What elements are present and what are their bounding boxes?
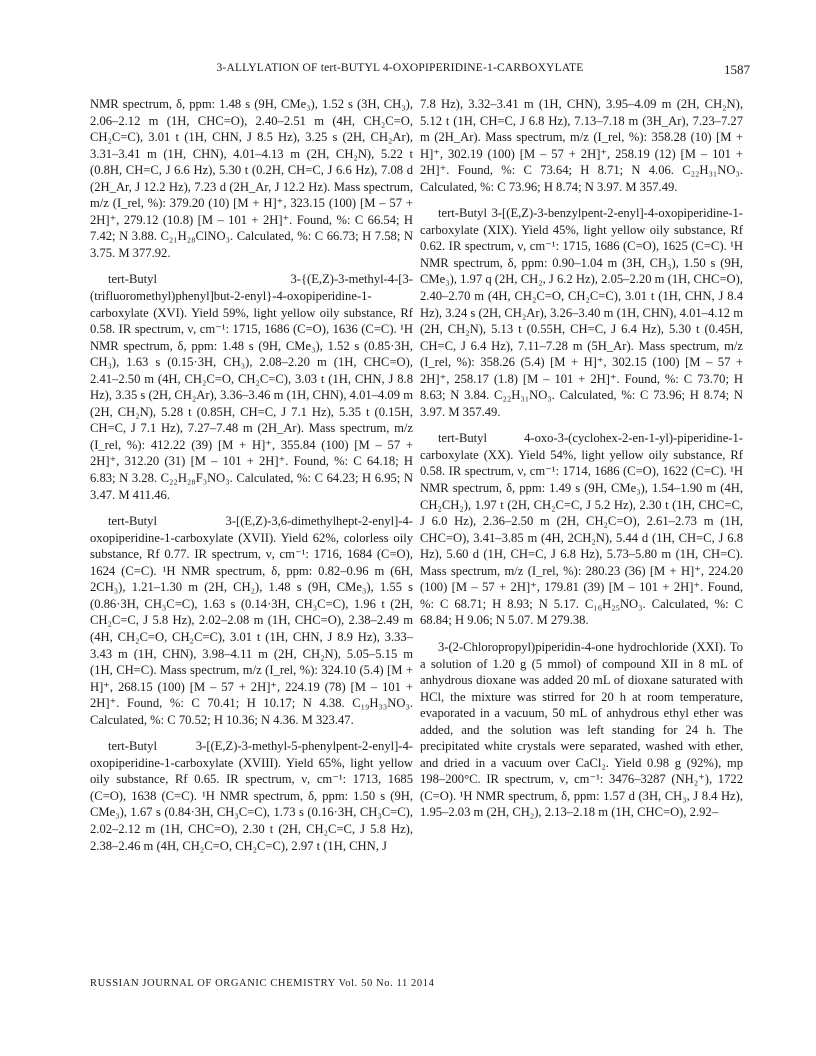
running-head — [90, 62, 750, 80]
paragraph: 7.8 Hz), 3.32–3.41 m (1H, CHN), 3.95–4.09 m (2H, CH₂N), 5.12 t (1H, CH=C, J 6.8 Hz), 7.13–7.18 m (3H_Ar), 7.23–7.27 m (2H_Ar). Mass spectrum, m/z (I_rel, %): 358.28 (10) [M + H]⁺, 302.19 (100) [M – 57 + 2H]⁺, 258.19 (12) [M – 101 + 2H]⁺. Found, %: C 73.64; H 8.71; N 4.06. C₂₂H₃₁NO₃. Calculated, %: C 73.96; H 8.74; N 3.97. M 357.49. — [420, 97, 743, 194]
right-column — [420, 96, 743, 831]
compound-entry-xxi: 3-(2-Chloropropyl)piperidin-4-one hydrochloride (XXI). To a solution of 1.20 g (5 mmol) of compound XII in 8 mL of anhydrous dioxane was added 20 mL of dioxane saturated with HCl, the mixture was stirred for 20 h at room temperature, evaporated in a vacuum, 50 mL of anhydrous ethyl ether was added, and the solution was left standing for 24 h. The precipitated white crystals were separated, washed with ether, and dried in a vacuum over CaCl₂. Yield 0.98 g (92%), mp 198–200°C. IR spectrum, ν, cm⁻¹: 3476–3287 (NH₂⁺), 1722 (C=O). ¹H NMR spectrum, δ, ppm: 1.57 d (3H, CH₃, J 8.4 Hz), 1.95–2.03 m (2H, CH₂), 2.13–2.18 m (1H, CHC=O), 2.92– — [420, 639, 743, 820]
page-number: 1587 — [724, 62, 750, 77]
compound-entry-xix: tert-Butyl 3-[(E,Z)-3-benzylpent-2-enyl]-4-oxopiperidine-1-carboxylate (XIX). Yield 45%, light yellow oily substance, Rf 0.62. IR spectrum, ν, cm⁻¹: 1715, 1686 (C=O), 1625 (C=C). ¹H NMR spectrum, δ, ppm: 0.90–1.04 m (3H, CH₃), 1.50 s (9H, CMe₃), 1.97 q (2H, CH₂, J 6.2 Hz), 2.05–2.20 m (1H, CHC=O), 2.40–2.70 m (4H, CH₂C=O, CH₂C=C), 3.01 t (1H, CHN, J 8.4 Hz), 3.24 s (2H, CH₂Ar), 3.26–3.40 m (1H, CHN), 4.01–4.12 m (2H, CH₂N), 5.13 t (0.55H, CH=C, J 6.4 Hz), 5.30 t (0.45H, CH=C, J 6.4 Hz), 7.11–7.28 m (5H_Ar). Mass spectrum, m/z (I_rel, %): 358.26 (5.4) [M + H]⁺, 302.15 (100) [M – 57 + 2H]⁺, 258.17 (1.8) [M – 101 + 2H]⁺. Found, %: C 73.70; H 8.63; N 3.84. C₂₂H₃₁NO₃. Calculated, %: C 73.96; H 8.74; N 3.97. M 357.49. — [420, 206, 743, 419]
paragraph: NMR spectrum, δ, ppm: 1.48 s (9H, CMe₃), 1.52 s (3H, CH₃), 2.06–2.12 m (1H, CHC=O), 2.40–2.51 m (4H, CH₂C=O, CH₂C=C), 3.01 t (1H, CHN, J 8.5 Hz), 3.25 s (2H, CH₂Ar), 3.31–3.41 m (1H, CHN), 4.01–4.13 m (2H, CH₂N), 5.22 t (0.8H, CH=C, J 6.6 Hz), 5.30 t (0.2H, CH=C, J 6.6 Hz), 7.08 d (2H_Ar, J 12.2 Hz), 7.23 d (2H_Ar, J 12.2 Hz). Mass spectrum, m/z (I_rel, %): 379.20 (10) [M + H]⁺, 323.15 (100) [M – 57 + 2H]⁺, 279.12 (10.8) [M – 101 + 2H]⁺. Found, %: C 66.54; H 7.42; N 3.88. C₂₁H₂₈ClNO₃. Calculated, %: C 66.73; H 7.58; N 3.75. M 377.92. — [90, 97, 413, 260]
running-title: 3-ALLYLATION OF tert-BUTYL 4-OXOPIPERIDINE-1-CARBOXYLATE — [216, 62, 584, 74]
compound-entry-xvii: tert-Butyl 3-[(E,Z)-3,6-dimethylhept-2-enyl]-4-oxopiperidine-1-carboxylate (XVII). Yield 62%, colorless oily substance, Rf 0.77. IR spectrum, ν, cm⁻¹: 1716, 1684 (C=O), 1624 (C=C). ¹H NMR spectrum, δ, ppm: 0.82–0.96 m (6H, 2CH₃), 1.21–1.30 m (2H, CH₂), 1.48 s (9H, CMe₃), 1.55 s (0.86·3H, CH₃C=C), 1.63 s (0.14·3H, CH₃C=C), 1.96 t (2H, CH₂C=C, J 5.8 Hz), 2.02–2.08 m (1H, CHC=O), 2.38–2.49 m (4H, CH₂C=O, CH₂C=C), 3.01 t (1H, CHN, J 8.9 Hz), 3.33–3.43 m (1H, CHN), 3.98–4.11 m (2H, CH₂N), 5.05–5.15 m (1H, CH=C). Mass spectrum, m/z (I_rel, %): 324.10 (5.4) [M + H]⁺, 268.15 (100) [M – 57 + 2H]⁺, 224.19 (78) [M – 101 + 2H]⁺. Found, %: C 70.41; H 10.17; N 4.38. C₁₉H₃₃NO₃. Calculated, %: C 70.52; H 10.36; N 4.36. M 323.47. — [90, 514, 413, 727]
compound-entry-xx: tert-Butyl 4-oxo-3-(cyclohex-2-en-1-yl)-piperidine-1-carboxylate (XX). Yield 54%, light yellow oily substance, Rf 0.58. IR spectrum, ν, cm⁻¹: 1714, 1686 (C=O), 1622 (C=C). ¹H NMR spectrum, δ, ppm: 1.49 s (9H, CMe₃), 1.54–1.90 m (4H, CH₂CH₂), 1.97 t (2H, CH₂C=C, J 5.2 Hz), 2.30 t (1H, CHC=C, J 6.0 Hz), 2.36–2.50 m (2H, CH₂C=O), 2.61–2.73 m (1H, CHC=O), 3.41–3.85 m (4H, 2CH₂N), 5.44 d (1H, CH=C, J 6.8 Hz), 5.60 d (1H, CH=C, J 6.8 Hz), 5.73–5.80 m (1H, CH=C). Mass spectrum, m/z (I_rel, %): 280.23 (36) [M + H]⁺, 224.20 (100) [M – 57 + 2H]⁺, 179.81 (39) [M – 101 + 2H]⁺. Found, %: C 68.71; H 8.93; N 5.17. C₁₆H₂₅NO₃. Calculated, %: C 68.84; H 9.06; N 5.07. M 279.38. — [420, 431, 743, 628]
compound-entry-xvi: tert-Butyl 3-{(E,Z)-3-methyl-4-[3-(trifluoromethyl)phenyl]but-2-enyl}-4-oxopiperidine-1-carboxylate (XVI). Yield 59%, light yellow oily substance, Rf 0.58. IR spectrum, ν, cm⁻¹: 1715, 1686 (C=O), 1636 (C=C). ¹H NMR spectrum, δ, ppm: 1.48 s (9H, CMe₃), 1.52 s (0.85·3H, CH₃), 1.63 s (0.15·3H, CH₃), 2.08–2.20 m (1H, CHC=O), 2.41–2.50 m (4H, CH₂C=O, CH₂C=C), 3.03 t (1H, CHN, J 8.8 Hz), 3.35 s (2H, CH₂Ar), 3.36–3.46 m (1H, CHN), 4.01–4.09 m (2H, CH₂N), 5.28 t (0.85H, CH=C, J 7.1 Hz), 5.35 t (0.15H, CH=C, J 7.1 Hz), 7.27–7.48 m (2H_Ar). Mass spectrum, m/z (I_rel, %): 412.22 (39) [M + H]⁺, 355.84 (100) [M – 57 + 2H]⁺, 312.20 (31) [M – 101 + 2H]⁺. Found, %: C 64.18; H 6.83; N 3.28. C₂₂H₂₈F₃NO₃. Calculated, %: C 64.23; H 6.95; N 3.47. M 411.46. — [90, 272, 413, 502]
left-column — [90, 96, 413, 864]
compound-entry-xviii: tert-Butyl 3-[(E,Z)-3-methyl-5-phenylpent-2-enyl]-4-oxopiperidine-1-carboxylate (XVIII). Yield 65%, light yellow oily substance, Rf 0.65. IR spectrum, ν, cm⁻¹: 1713, 1685 (C=O), 1638 (C=C). ¹H NMR spectrum, δ, ppm: 1.50 s (9H, CMe₃), 1.67 s (0.84·3H, CH₃C=C), 1.73 s (0.16·3H, CH₃C=C), 2.02–2.12 m (1H, CHC=O), 2.30 t (2H, CH₂C=C, J 5.8 Hz), 2.38–2.46 m (4H, CH₂C=O, CH₂C=C), 2.97 t (1H, CHN, J — [90, 739, 413, 853]
journal-footer: RUSSIAN JOURNAL OF ORGANIC CHEMISTRY Vol. 50 No. 11 2014 — [90, 978, 435, 989]
